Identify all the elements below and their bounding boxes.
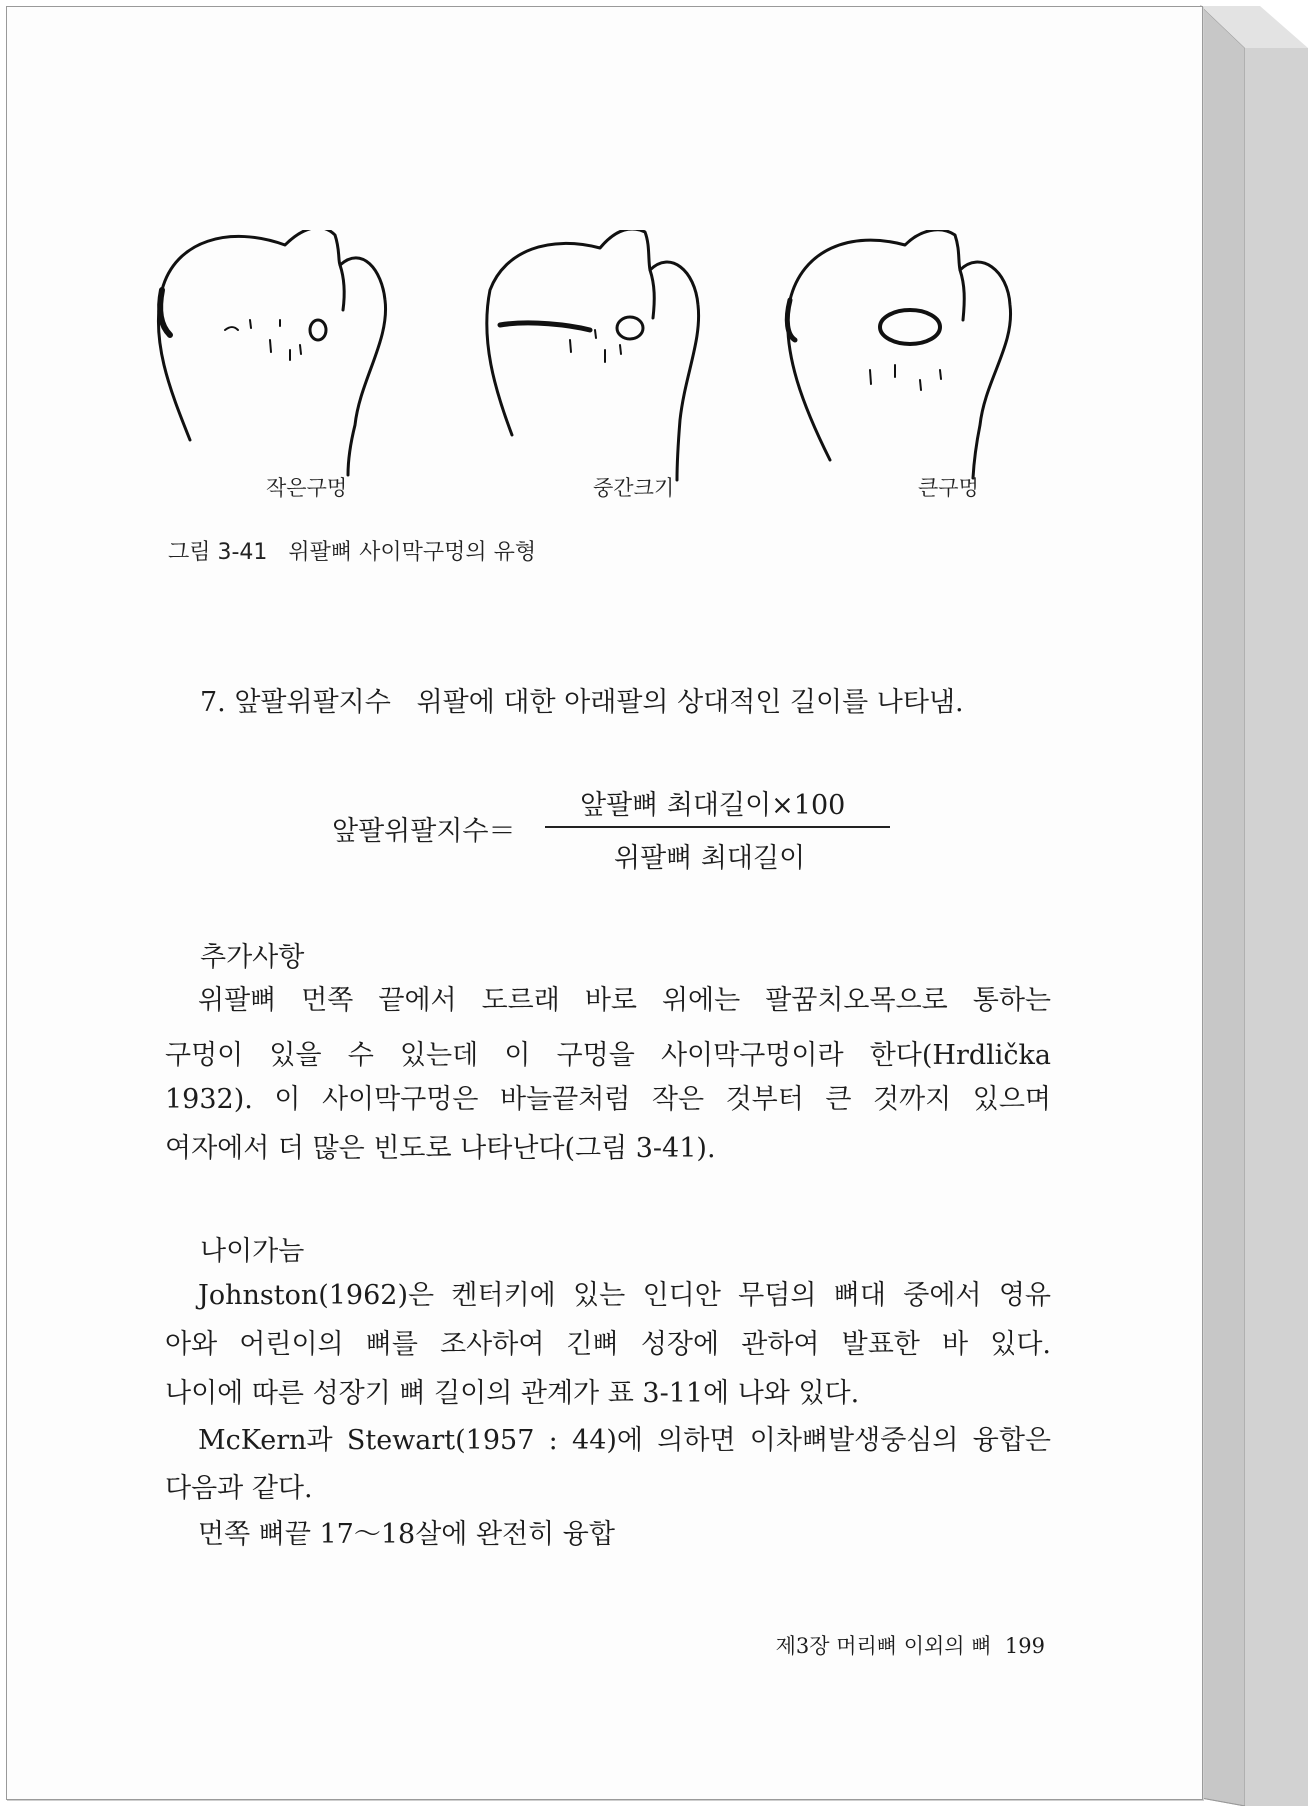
additional-line-4: 여자에서 더 많은 빈도로 나타난다(그림 3-41). [165,1133,716,1164]
page-footer: 제3장 머리뼈 이외의 뼈 199 [775,1634,1045,1658]
formula-numerator: 앞팔뼈 최대길이×100 [580,790,846,821]
age-line-2: 아와 어린이의 뼈를 조사하여 긴뼈 성장에 관하여 발표한 바 있다. [165,1329,1051,1360]
age-line-1: Johnston(1962)은 켄터키에 있는 인디안 무덤의 뼈대 중에서 영유 [198,1280,1051,1311]
age-line-3: 나이에 따른 성장기 뼈 길이의 관계가 표 3-11에 나와 있다. [165,1378,860,1409]
heading-age: 나이가늠 [200,1236,305,1267]
heading-additional: 추가사항 [200,942,305,973]
figure-label-medium-size: 중간크기 [593,476,675,500]
figure-label-large-hole: 큰구멍 [918,476,979,500]
figure-caption: 그림 3-41 위팔뼈 사이막구멍의 유형 [168,540,537,565]
additional-line-3: 1932). 이 사이막구멍은 바늘끝처럼 작은 것부터 큰 것까지 있으며 [165,1084,1051,1115]
section-7-text: 7. 앞팔위팔지수 위팔에 대한 아래팔의 상대적인 길이를 나타냄. [200,687,964,718]
fraction-bar [545,826,890,828]
bone-illustration [150,230,1090,510]
age-line-4: McKern과 Stewart(1957 : 44)에 의하면 이차뼈발생중심의 융합은 [198,1425,1051,1456]
age-line-5: 다음과 같다. [165,1473,313,1504]
additional-line-2: 구멍이 있을 수 있는데 이 구멍을 사이막구멍이라 한다(Hrdlička [165,1040,1051,1071]
formula-label: 앞팔위팔지수＝ [332,816,516,847]
formula-denominator: 위팔뼈 최대길이 [614,843,806,874]
figure-label-small-hole: 작은구멍 [266,476,348,500]
age-line-6: 먼쪽 뼈끝 17～18살에 완전히 융합 [198,1519,615,1550]
additional-line-1: 위팔뼈 먼쪽 끝에서 도르래 바로 위에는 팔꿈치오목으로 통하는 [198,985,1051,1016]
